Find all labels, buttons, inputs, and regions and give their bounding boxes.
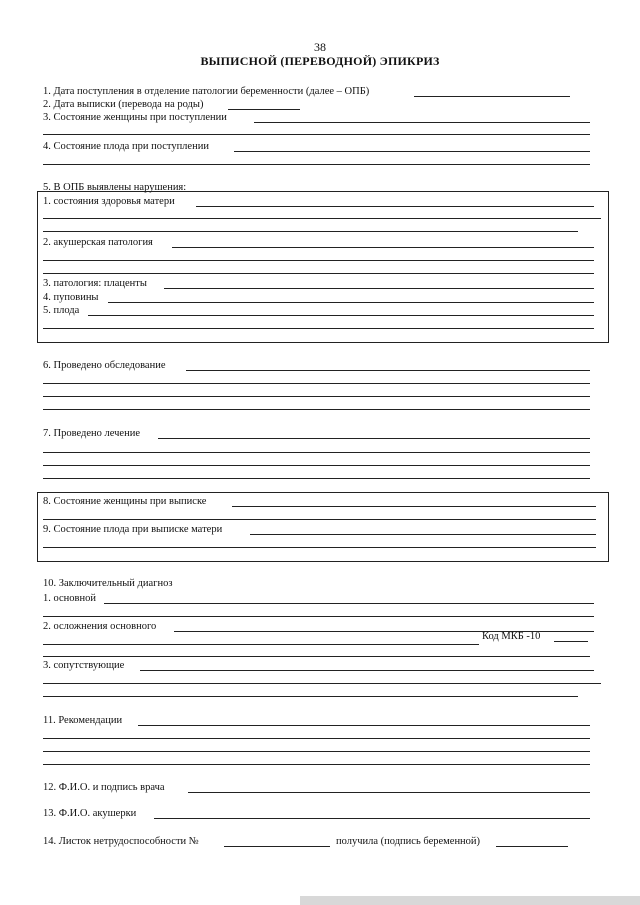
form-line[interactable] (43, 616, 594, 617)
field-mother-health-label: 1. состояния здоровья матери (43, 196, 175, 207)
field-received-signature-label: получила (подпись беременной) (336, 836, 481, 847)
form-line[interactable] (43, 231, 578, 232)
section-final-diagnosis-label: 10. Заключительный диагноз (43, 578, 173, 589)
field-fetus-line[interactable] (88, 315, 594, 316)
field-fetus-admission-label: 4. Состояние плода при поступлении (43, 141, 209, 152)
form-line[interactable] (43, 396, 590, 397)
field-treatment-label: 7. Проведено лечение (43, 428, 140, 439)
disorders-box (37, 191, 609, 343)
field-woman-discharge-label: 8. Состояние женщины при выписке (43, 496, 207, 507)
scan-edge (300, 896, 640, 905)
field-midwife-label: 13. Ф.И.О. акушерки (43, 808, 137, 819)
field-placenta-label: 3. патология: плаценты (43, 278, 147, 289)
form-line[interactable] (43, 383, 590, 384)
field-midwife-line[interactable] (154, 818, 590, 819)
page-title: ВЫПИСНОЙ (ПЕРЕВОДНОЙ) ЭПИКРИЗ (200, 54, 440, 68)
field-umbilical-line[interactable] (108, 302, 594, 303)
form-line[interactable] (43, 644, 479, 645)
field-mother-health-line[interactable] (196, 206, 594, 207)
mkb-code-line[interactable] (554, 641, 588, 642)
field-discharge-date-line[interactable] (228, 109, 300, 110)
field-concomitant-line[interactable] (140, 670, 594, 671)
form-line[interactable] (43, 465, 590, 466)
form-line[interactable] (43, 164, 590, 165)
field-fetus-discharge-label: 9. Состояние плода при выписке матери (43, 524, 223, 535)
form-line[interactable] (43, 328, 594, 329)
mkb-code-label: Код МКБ -10 (482, 631, 541, 642)
field-fetus-discharge-line[interactable] (250, 534, 596, 535)
form-line[interactable] (43, 519, 596, 520)
field-received-signature-line[interactable] (496, 846, 568, 847)
form-line[interactable] (43, 409, 590, 410)
field-woman-admission-label: 3. Состояние женщины при поступлении (43, 112, 227, 123)
field-admission-date-line[interactable] (414, 96, 570, 97)
field-main-diagnosis-label: 1. основной (43, 593, 96, 604)
form-line[interactable] (43, 218, 601, 219)
field-complications-label: 2. осложнения основного (43, 621, 157, 632)
field-obstetric-pathology-line[interactable] (172, 247, 594, 248)
section-disorders-label: 5. В ОПБ выявлены нарушения: (43, 182, 187, 193)
field-doctor-signature-label: 12. Ф.И.О. и подпись врача (43, 782, 165, 793)
form-line[interactable] (43, 656, 590, 657)
field-recommendations-line[interactable] (138, 725, 590, 726)
form-line[interactable] (43, 764, 590, 765)
field-admission-date-label: 1. Дата поступления в отделение патологии беременности (далее – ОПБ) (43, 86, 370, 97)
field-fetus-admission-line[interactable] (234, 151, 590, 152)
field-discharge-date-label: 2. Дата выписки (перевода на роды) (43, 99, 204, 110)
field-treatment-line[interactable] (158, 438, 590, 439)
field-obstetric-pathology-label: 2. акушерская патология (43, 237, 153, 248)
page-number: 38 (314, 40, 326, 54)
form-line[interactable] (43, 452, 590, 453)
field-main-diagnosis-line[interactable] (104, 603, 594, 604)
field-recommendations-label: 11. Рекомендации (43, 715, 123, 726)
field-placenta-line[interactable] (164, 288, 594, 289)
field-examination-line[interactable] (186, 370, 590, 371)
form-line[interactable] (43, 134, 590, 135)
field-examination-label: 6. Проведено обследование (43, 360, 166, 371)
form-line[interactable] (43, 260, 594, 261)
field-woman-admission-line[interactable] (254, 122, 590, 123)
form-line[interactable] (43, 751, 590, 752)
field-sick-leave-number-line[interactable] (224, 846, 330, 847)
form-line[interactable] (43, 547, 596, 548)
form-line[interactable] (43, 478, 590, 479)
field-woman-discharge-line[interactable] (232, 506, 596, 507)
form-line[interactable] (43, 273, 594, 274)
field-fetus-label: 5. плода (43, 305, 80, 316)
field-concomitant-label: 3. сопутствующие (43, 660, 125, 671)
form-line[interactable] (43, 738, 590, 739)
field-doctor-signature-line[interactable] (188, 792, 590, 793)
field-umbilical-label: 4. пуповины (43, 292, 99, 303)
form-line[interactable] (43, 696, 578, 697)
field-sick-leave-label: 14. Листок нетрудоспособности № (43, 836, 199, 847)
form-line[interactable] (43, 683, 601, 684)
